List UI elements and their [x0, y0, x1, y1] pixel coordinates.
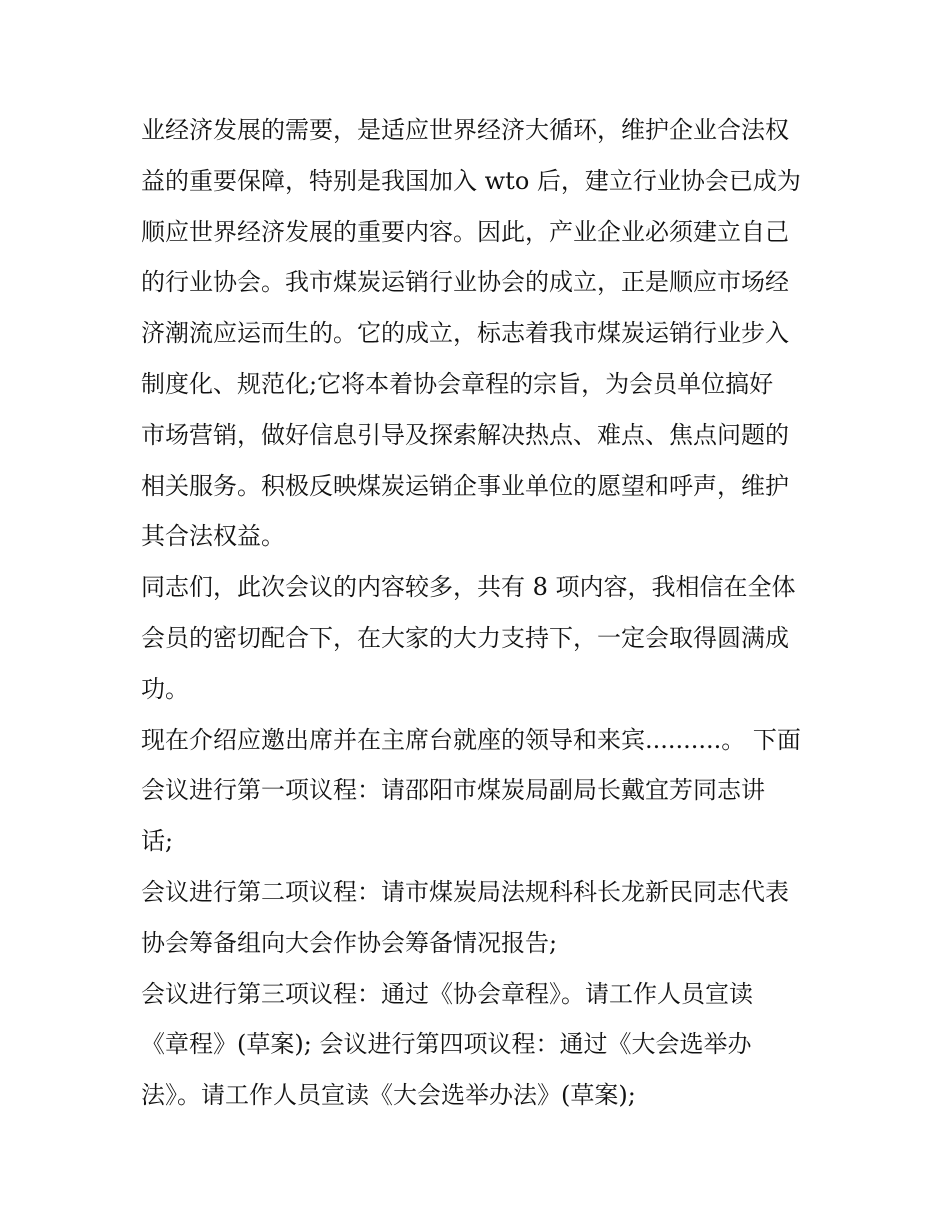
text-line: 济潮流应运而生的。它的成立，标志着我市煤炭运销行业步入: [141, 319, 789, 348]
text-line: 顺应世界经济发展的重要内容。因此，产业企业必须建立自己: [141, 217, 789, 246]
text-line: 市场营销，做好信息引导及探索解决热点、难点、焦点问题的: [141, 420, 789, 449]
text-line: 协会筹备组向大会作协会筹备情况报告;: [141, 928, 558, 957]
text-line: 现在介绍应邀出席并在主席台就座的领导和来宾..........。 下面: [141, 725, 801, 754]
text-line: 会议进行第一项议程：请邵阳市煤炭局副局长戴宜芳同志讲: [141, 776, 765, 805]
text-line: 法》。请工作人员宣读《大会选举办法》(草案);: [141, 1081, 636, 1110]
text-line: 其合法权益。: [141, 522, 285, 551]
text-line: 同志们，此次会议的内容较多，共有 8 项内容，我相信在全体: [141, 573, 796, 602]
text-line: 功。: [141, 674, 189, 703]
text-line: 相关服务。积极反映煤炭运销企事业单位的愿望和呼声，维护: [141, 471, 789, 500]
text-line: 会议进行第二项议程：请市煤炭局法规科科长龙新民同志代表: [141, 877, 789, 906]
text-line: 的行业协会。我市煤炭运销行业协会的成立，正是顺应市场经: [141, 268, 789, 297]
document-body: [141, 105, 821, 1121]
text-line: 会议进行第三项议程：通过《协会章程》。请工作人员宣读: [141, 979, 753, 1008]
text-line: 业经济发展的需要，是适应世界经济大循环，维护企业合法权: [141, 116, 789, 144]
text-line: 《章程》(草案); 会议进行第四项议程：通过《大会选举办: [141, 1030, 752, 1059]
text-line: 会员的密切配合下，在大家的大力支持下，一定会取得圆满成: [141, 623, 789, 652]
text-line: 益的重要保障，特别是我国加入 wto 后，建立行业协会已成为: [141, 166, 801, 195]
text-line: 制度化、规范化;它将本着协会章程的宗旨，为会员单位搞好: [141, 369, 774, 398]
text-line: 话;: [141, 827, 174, 856]
